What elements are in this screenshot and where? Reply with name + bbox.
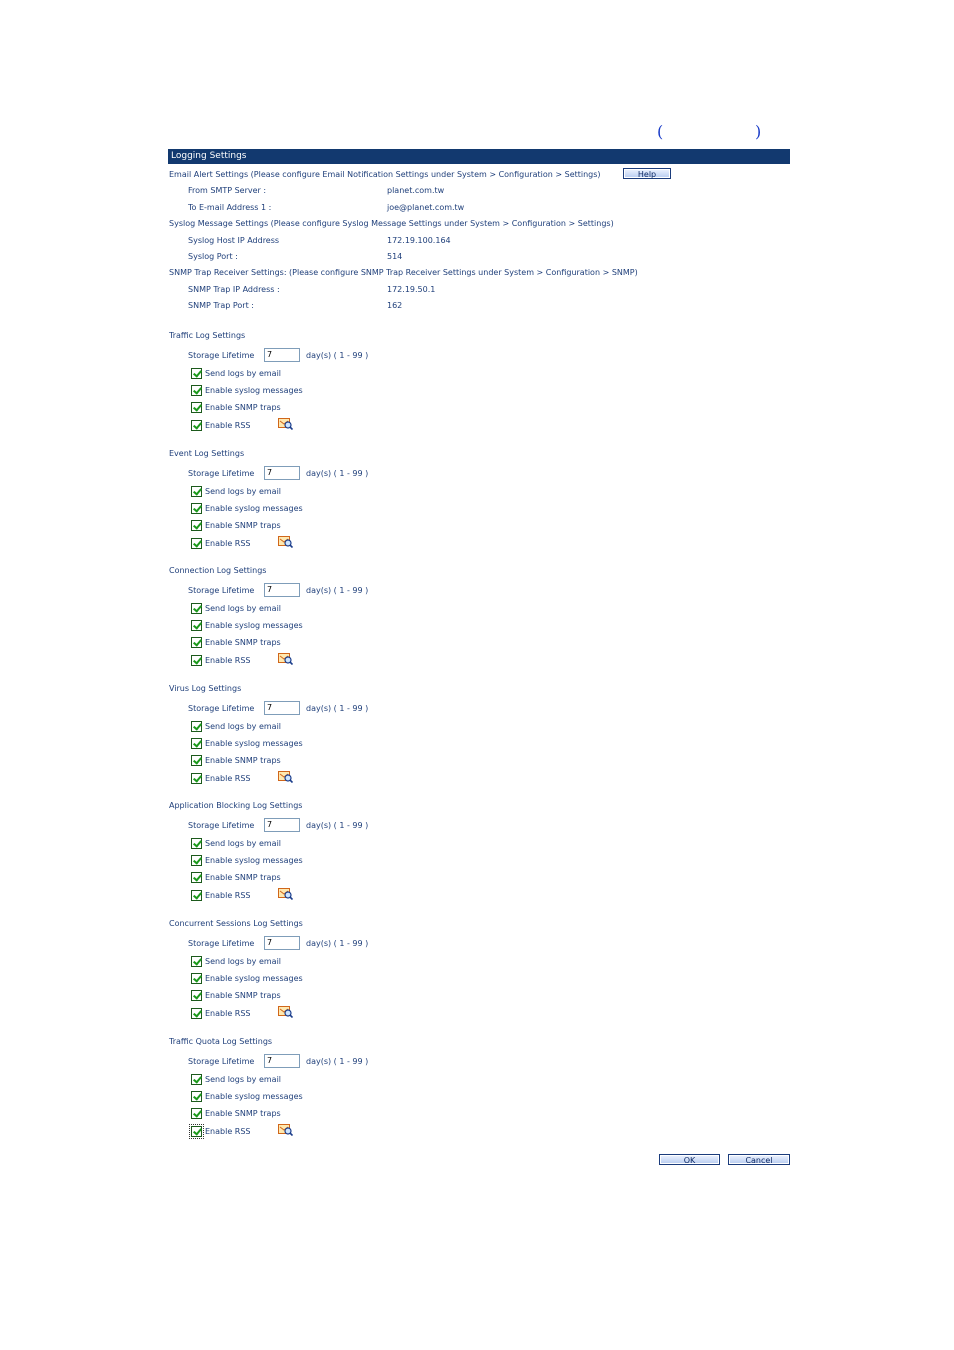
paren-close: ) [755, 122, 762, 141]
rss-search-icon[interactable] [278, 1124, 293, 1136]
storage-lifetime-input[interactable]: 7 [264, 466, 300, 480]
send-email-label: Send logs by email [205, 839, 282, 848]
rss-label: Enable RSS [205, 1127, 251, 1136]
storage-lifetime-input[interactable]: 7 [264, 936, 300, 950]
section-title: Connection Log Settings [169, 566, 267, 575]
send-email-checkbox[interactable] [191, 956, 202, 967]
section-title: Application Blocking Log Settings [169, 801, 303, 810]
section-title: Traffic Quota Log Settings [169, 1037, 273, 1046]
rss-checkbox[interactable] [191, 420, 202, 431]
log-section-6 [168, 918, 768, 1028]
snmp-port-label: SNMP Trap Port : [188, 301, 254, 310]
paren-open: ( [657, 122, 664, 141]
syslog-label: Enable syslog messages [205, 1092, 303, 1101]
send-email-checkbox[interactable] [191, 1074, 202, 1085]
snmp-ip-label: SNMP Trap IP Address : [188, 285, 280, 294]
storage-lifetime-unit: day(s) ( 1 - 99 ) [306, 821, 369, 830]
storage-lifetime-input[interactable]: 7 [264, 701, 300, 715]
syslog-checkbox[interactable] [191, 1091, 202, 1102]
send-email-checkbox[interactable] [191, 603, 202, 614]
storage-lifetime-label: Storage Lifetime [188, 469, 255, 478]
syslog-checkbox[interactable] [191, 503, 202, 514]
storage-lifetime-input[interactable]: 7 [264, 583, 300, 597]
snmp-checkbox[interactable] [191, 402, 202, 413]
section-title: Event Log Settings [169, 449, 245, 458]
syslog-label: Enable syslog messages [205, 504, 303, 513]
syslog-port-value: 514 [387, 252, 403, 261]
syslog-label: Enable syslog messages [205, 386, 303, 395]
send-email-label: Send logs by email [205, 722, 282, 731]
rss-label: Enable RSS [205, 774, 251, 783]
rss-label: Enable RSS [205, 421, 251, 430]
rss-checkbox[interactable] [191, 890, 202, 901]
cancel-button[interactable]: Cancel [728, 1154, 790, 1165]
email-address-label: To E-mail Address 1 : [188, 203, 272, 212]
storage-lifetime-label: Storage Lifetime [188, 704, 255, 713]
snmp-label: Enable SNMP traps [205, 521, 281, 530]
log-section-4 [168, 683, 768, 793]
smtp-server-label: From SMTP Server : [188, 186, 267, 195]
rss-checkbox[interactable] [191, 655, 202, 666]
rss-search-icon[interactable] [278, 418, 293, 430]
send-email-label: Send logs by email [205, 604, 282, 613]
rss-search-icon[interactable] [278, 536, 293, 548]
snmp-label: Enable SNMP traps [205, 403, 281, 412]
send-email-label: Send logs by email [205, 369, 282, 378]
snmp-label: Enable SNMP traps [205, 638, 281, 647]
send-email-label: Send logs by email [205, 487, 282, 496]
syslog-checkbox[interactable] [191, 855, 202, 866]
storage-lifetime-label: Storage Lifetime [188, 1057, 255, 1066]
storage-lifetime-unit: day(s) ( 1 - 99 ) [306, 1057, 369, 1066]
send-email-checkbox[interactable] [191, 486, 202, 497]
section-title: Virus Log Settings [169, 684, 242, 693]
syslog-heading: Syslog Message Settings (Please configure Syslog Message Settings under System > Configuration > Settings) [169, 219, 614, 228]
snmp-checkbox[interactable] [191, 520, 202, 531]
send-email-checkbox[interactable] [191, 368, 202, 379]
syslog-checkbox[interactable] [191, 620, 202, 631]
rss-search-icon[interactable] [278, 1006, 293, 1018]
storage-lifetime-label: Storage Lifetime [188, 939, 255, 948]
syslog-checkbox[interactable] [191, 738, 202, 749]
syslog-label: Enable syslog messages [205, 621, 303, 630]
rss-label: Enable RSS [205, 891, 251, 900]
snmp-label: Enable SNMP traps [205, 1109, 281, 1118]
syslog-host-value: 172.19.100.164 [387, 236, 451, 245]
snmp-label: Enable SNMP traps [205, 991, 281, 1000]
storage-lifetime-label: Storage Lifetime [188, 821, 255, 830]
section-title: Traffic Log Settings [169, 331, 246, 340]
send-email-checkbox[interactable] [191, 838, 202, 849]
syslog-label: Enable syslog messages [205, 856, 303, 865]
log-section-7 [168, 1036, 768, 1146]
log-section-2 [168, 448, 768, 558]
rss-label: Enable RSS [205, 539, 251, 548]
syslog-checkbox[interactable] [191, 385, 202, 396]
syslog-host-label: Syslog Host IP Address [188, 236, 280, 245]
storage-lifetime-input[interactable]: 7 [264, 818, 300, 832]
panel-title: Logging Settings [168, 149, 790, 164]
snmp-checkbox[interactable] [191, 1108, 202, 1119]
focus-outline [189, 1124, 204, 1139]
rss-label: Enable RSS [205, 656, 251, 665]
storage-lifetime-input[interactable]: 7 [264, 348, 300, 362]
smtp-server-value: planet.com.tw [387, 186, 445, 195]
send-email-label: Send logs by email [205, 1075, 282, 1084]
rss-search-icon[interactable] [278, 888, 293, 900]
email-alert-heading: Email Alert Settings (Please configure Email Notification Settings under System > Configuration > Settings) [169, 170, 601, 179]
rss-checkbox[interactable] [191, 1008, 202, 1019]
snmp-checkbox[interactable] [191, 755, 202, 766]
snmp-checkbox[interactable] [191, 637, 202, 648]
storage-lifetime-unit: day(s) ( 1 - 99 ) [306, 469, 369, 478]
snmp-port-value: 162 [387, 301, 403, 310]
snmp-ip-value: 172.19.50.1 [387, 285, 436, 294]
snmp-checkbox[interactable] [191, 990, 202, 1001]
storage-lifetime-unit: day(s) ( 1 - 99 ) [306, 351, 369, 360]
snmp-checkbox[interactable] [191, 872, 202, 883]
email-address-value: joe@planet.com.tw [387, 203, 465, 212]
logging-settings-panel [168, 149, 790, 1165]
section-title: Concurrent Sessions Log Settings [169, 919, 303, 928]
rss-checkbox[interactable] [191, 538, 202, 549]
storage-lifetime-label: Storage Lifetime [188, 351, 255, 360]
help-button[interactable]: Help [623, 168, 671, 179]
send-email-label: Send logs by email [205, 957, 282, 966]
ok-button[interactable]: OK [659, 1154, 720, 1165]
syslog-label: Enable syslog messages [205, 974, 303, 983]
storage-lifetime-label: Storage Lifetime [188, 586, 255, 595]
log-section-5 [168, 800, 768, 910]
syslog-label: Enable syslog messages [205, 739, 303, 748]
snmp-label: Enable SNMP traps [205, 873, 281, 882]
log-section-3 [168, 565, 768, 675]
storage-lifetime-unit: day(s) ( 1 - 99 ) [306, 939, 369, 948]
rss-search-icon[interactable] [278, 771, 293, 783]
snmp-heading: SNMP Trap Receiver Settings: (Please configure SNMP Trap Receiver Settings under System > Configuration > SNMP) [169, 268, 638, 277]
snmp-label: Enable SNMP traps [205, 756, 281, 765]
rss-search-icon[interactable] [278, 653, 293, 665]
log-section-1 [168, 330, 768, 440]
rss-label: Enable RSS [205, 1009, 251, 1018]
storage-lifetime-input[interactable]: 7 [264, 1054, 300, 1068]
rss-checkbox[interactable] [191, 773, 202, 784]
syslog-checkbox[interactable] [191, 973, 202, 984]
syslog-port-label: Syslog Port : [188, 252, 238, 261]
storage-lifetime-unit: day(s) ( 1 - 99 ) [306, 586, 369, 595]
send-email-checkbox[interactable] [191, 721, 202, 732]
storage-lifetime-unit: day(s) ( 1 - 99 ) [306, 704, 369, 713]
